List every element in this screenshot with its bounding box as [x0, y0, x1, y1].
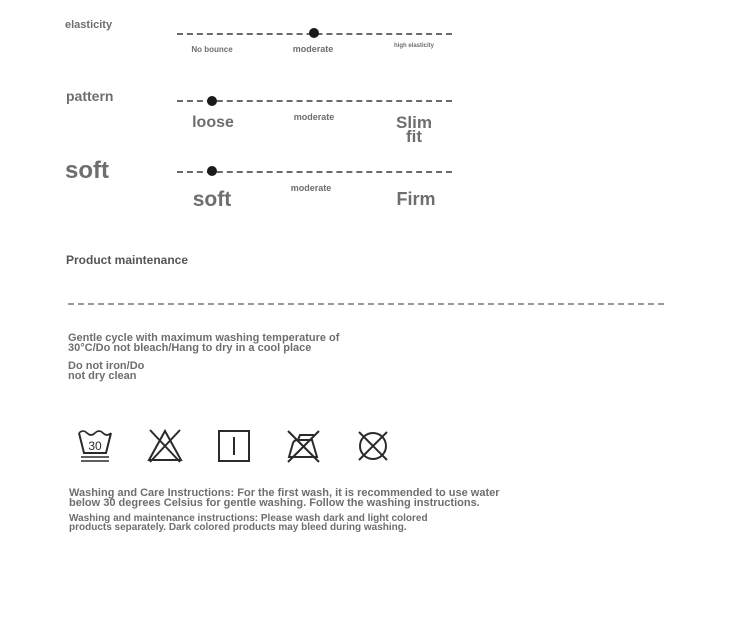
separate-wash-text: Washing and maintenance instructions: Please wash dark and light colored products separately. Dark colored products may bleed during washing.: [69, 513, 428, 533]
soft-label-high: Firm: [396, 189, 436, 209]
wash-temperature-text: 30: [88, 439, 102, 453]
wash-instructions: Gentle cycle with maximum washing temperature of 30°C/Do not bleach/Hang to dry in a cool place: [68, 332, 340, 354]
pattern-level-marker: [207, 96, 217, 106]
hang-dry-icon: [215, 427, 253, 465]
soft-label-mid: moderate: [290, 183, 332, 193]
scale-title-elasticity: elasticity: [65, 19, 113, 31]
scale-title-soft: soft: [65, 157, 109, 184]
pattern-label-mid: moderate: [293, 112, 335, 122]
soft-scale-line: [177, 171, 452, 173]
do-not-bleach-icon: [146, 427, 184, 465]
pattern-scale-line: [177, 100, 452, 102]
pattern-label-high: Slim fit: [396, 113, 432, 146]
elasticity-label-low: No bounce: [191, 45, 233, 54]
scale-title-pattern: pattern: [66, 88, 114, 104]
care-instructions-text: Washing and Care Instructions: For the first wash, it is recommended to use water below 30 degrees Celsius for gentle washing. Follow the washing instructions.: [69, 487, 500, 509]
do-not-iron-icon: [284, 427, 322, 465]
wash-30-icon: [76, 427, 114, 465]
do-not-dry-clean-icon: [354, 427, 392, 465]
soft-level-marker: [207, 166, 217, 176]
elasticity-label-high: high elasticity: [393, 43, 434, 49]
section-divider: [68, 303, 664, 305]
soft-label-low: soft: [192, 188, 232, 211]
pattern-label-low: loose: [192, 114, 234, 131]
maintenance-heading: Product maintenance: [66, 253, 189, 267]
iron-instructions: Do not iron/Do not dry clean: [68, 360, 145, 382]
elasticity-label-mid: moderate: [292, 44, 334, 54]
elasticity-level-marker: [309, 28, 319, 38]
